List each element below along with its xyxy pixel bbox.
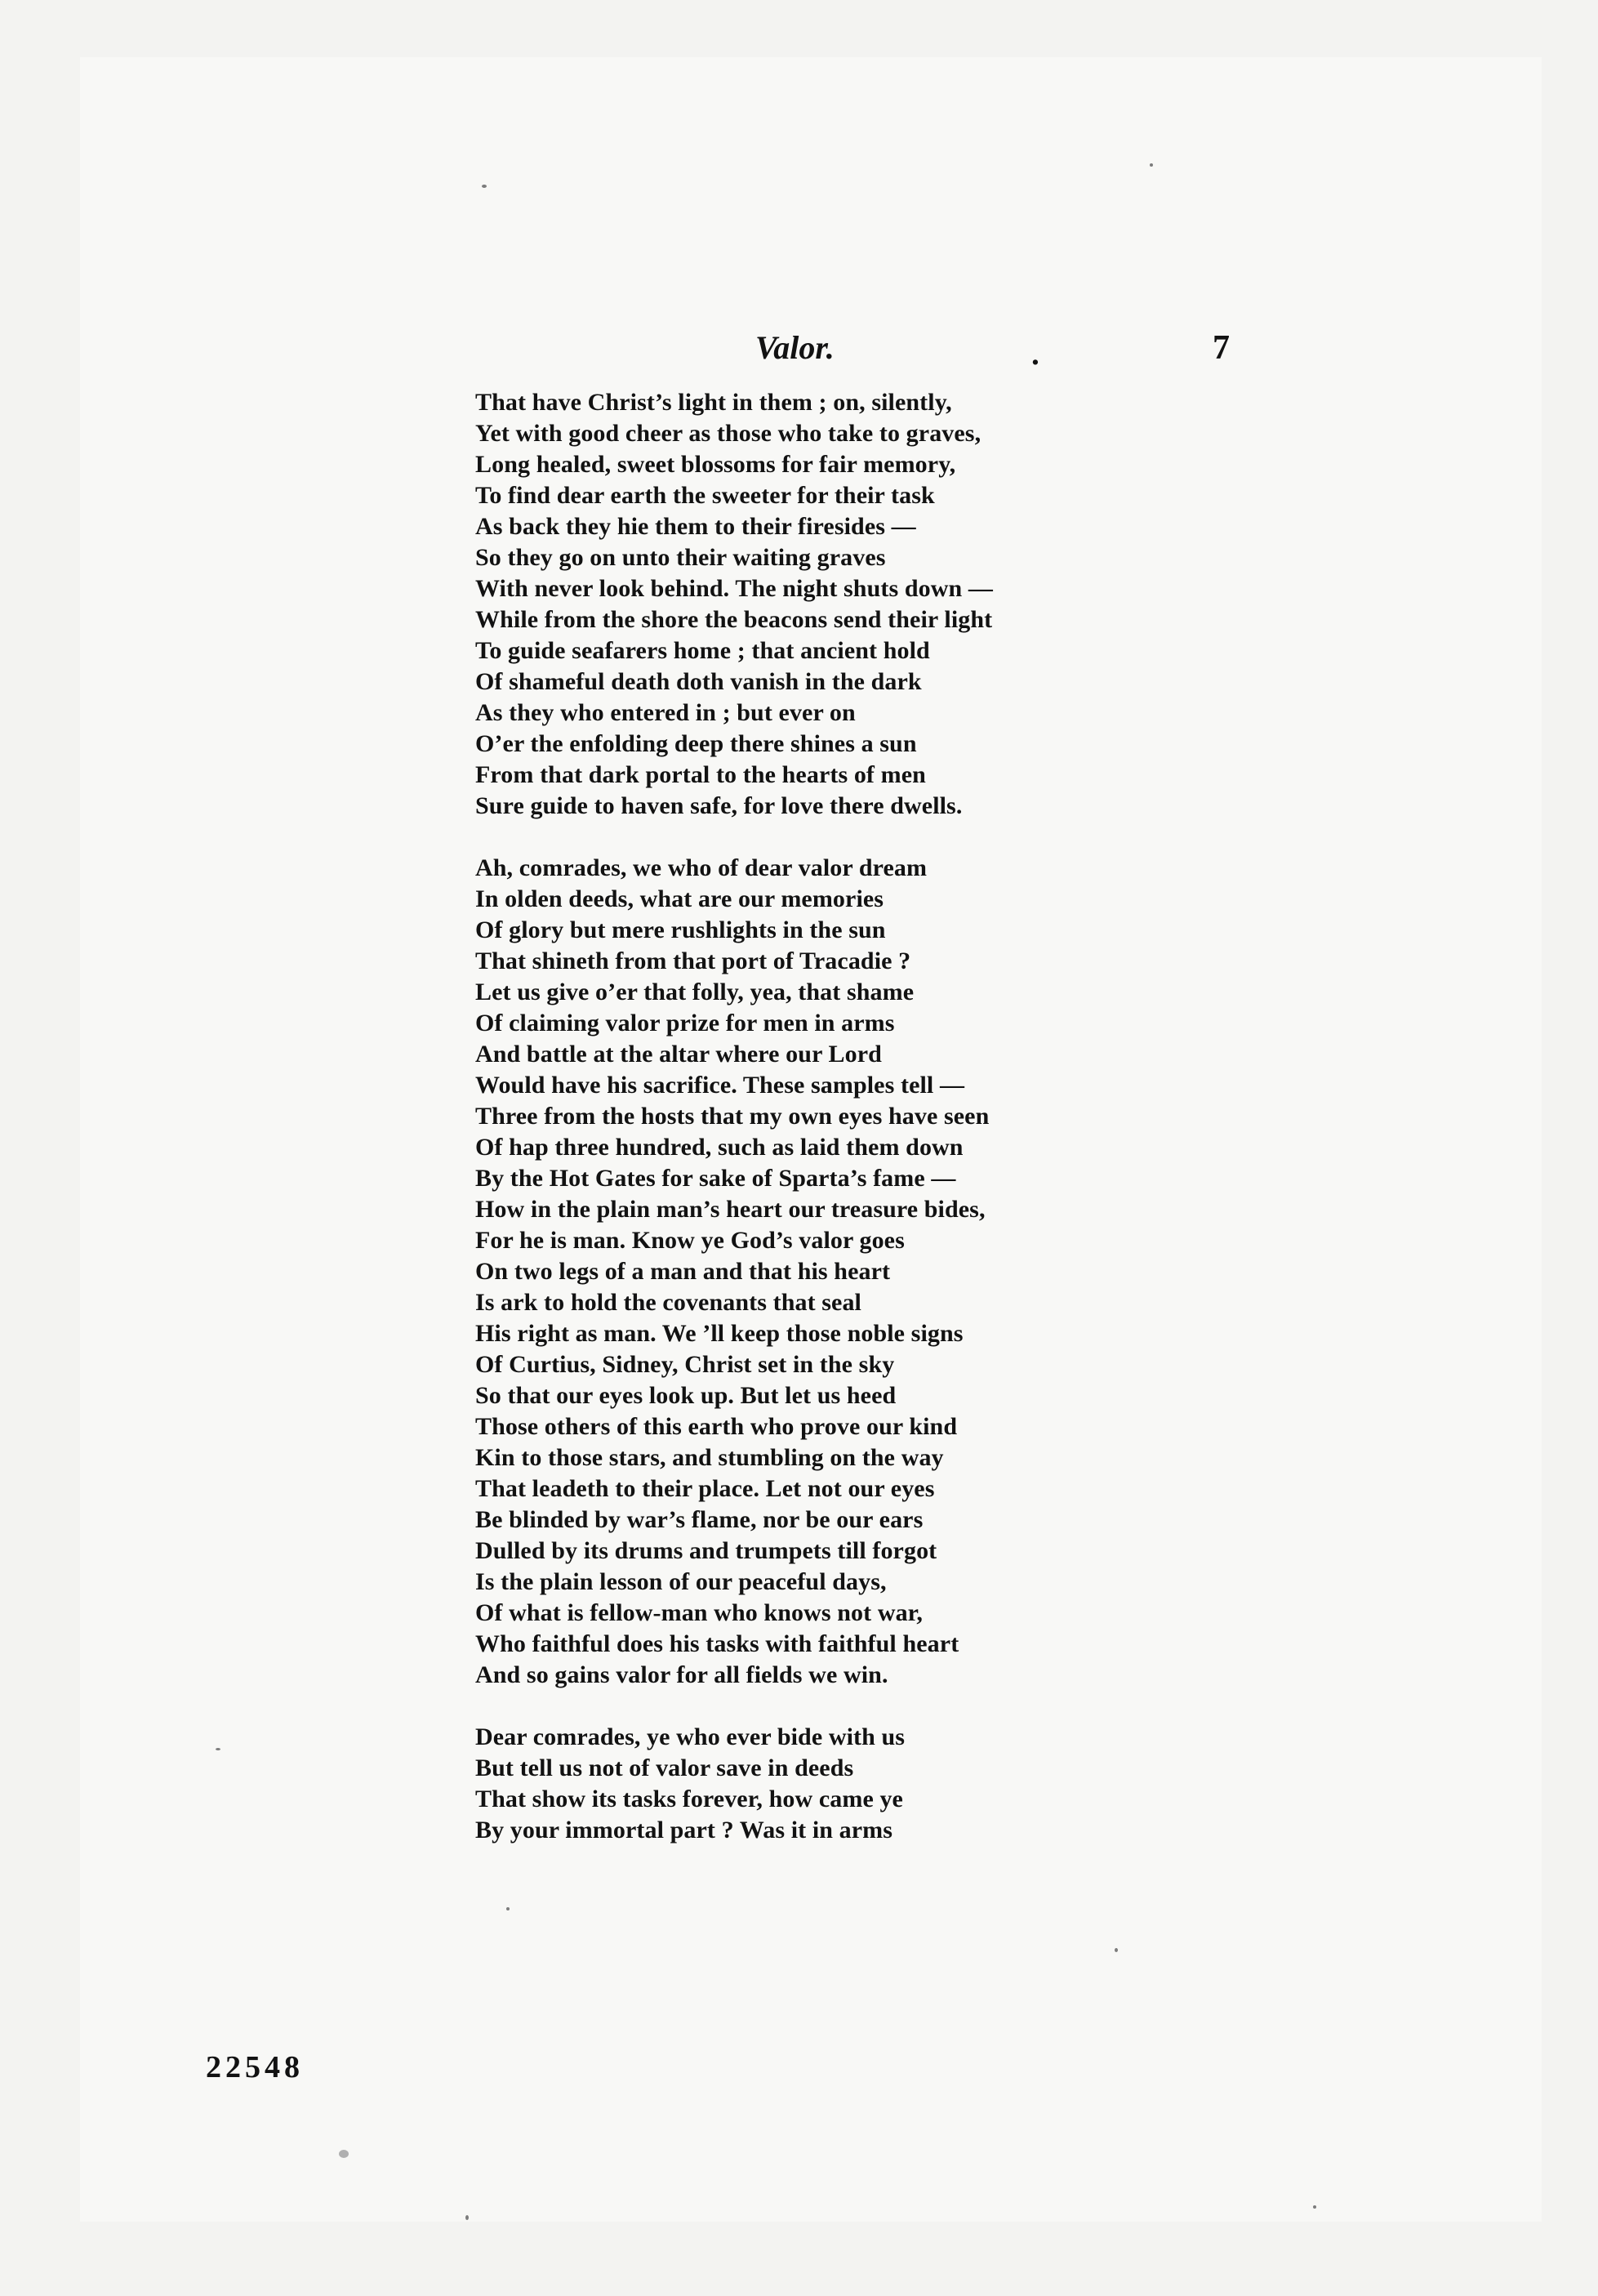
poem-line: By your immortal part ? Was it in arms: [475, 1817, 893, 1843]
poem-line: Of glory but mere rushlights in the sun: [475, 916, 886, 943]
poem-line: While from the shore the beacons send their light: [475, 606, 993, 633]
poem-line: Kin to those stars, and stumbling on the way: [475, 1444, 944, 1471]
poem-line: Would have his sacrifice. These samples tell —: [475, 1072, 965, 1099]
poem-line: From that dark portal to the hearts of men: [475, 761, 926, 788]
poem-line: Three from the hosts that my own eyes have seen: [475, 1103, 990, 1130]
poem-line: Of what is fellow-man who knows not war,: [475, 1599, 923, 1626]
poem-line: With never look behind. The night shuts down —: [475, 575, 993, 602]
poem-line: Ah, comrades, we who of dear valor dream: [475, 854, 928, 881]
scan-speck: [1150, 163, 1153, 167]
poem-line: To find dear earth the sweeter for their task: [475, 482, 935, 509]
poem-line: That shineth from that port of Tracadie ?: [475, 947, 911, 974]
poem-line: Sure guide to haven safe, for love there dwells.: [475, 792, 963, 819]
folio-number: 22548: [206, 2050, 304, 2084]
poem-line: And so gains valor for all fields we win.: [475, 1661, 888, 1688]
poem-line: So that our eyes look up. But let us heed: [475, 1382, 897, 1409]
poem-line: How in the plain man’s heart our treasure bides,: [475, 1196, 986, 1223]
scan-speck: [482, 185, 487, 188]
poem-line: Dulled by its drums and trumpets till forgot: [475, 1537, 937, 1564]
poem-line: That leadeth to their place. Let not our eyes: [475, 1475, 935, 1502]
poem-line: Is the plain lesson of our peaceful days,: [475, 1568, 887, 1595]
poem-line: Of claiming valor prize for men in arms: [475, 1010, 895, 1037]
poem-line: O’er the enfolding deep there shines a sun: [475, 730, 917, 757]
poem-line: Be blinded by war’s flame, nor be our ears: [475, 1506, 924, 1533]
page-number: 7: [1213, 329, 1230, 367]
poem-line: That have Christ’s light in them ; on, silently,: [475, 389, 952, 416]
poem-line: To guide seafarers home ; that ancient hold: [475, 637, 930, 664]
stanza: [475, 387, 1496, 822]
running-head-dot: .: [1030, 339, 1040, 372]
poem-line: Of hap three hundred, such as laid them down: [475, 1134, 964, 1161]
poem-line: By the Hot Gates for sake of Sparta’s fame —: [475, 1165, 956, 1192]
poem-line: Let us give o’er that folly, yea, that shame: [475, 979, 915, 1005]
stanza: [475, 1722, 1496, 1846]
poem-body: [475, 387, 1496, 1877]
poem-line: That show its tasks forever, how came ye: [475, 1786, 903, 1812]
poem-line: For he is man. Know ye God’s valor goes: [475, 1227, 905, 1254]
scan-speck: [1313, 2205, 1316, 2209]
poem-line: In olden deeds, what are our memories: [475, 885, 884, 912]
poem-line: Yet with good cheer as those who take to graves,: [475, 420, 982, 447]
poem-line: But tell us not of valor save in deeds: [475, 1754, 854, 1781]
scan-speck: [339, 2150, 349, 2158]
poem-line: Dear comrades, ye who ever bide with us: [475, 1723, 906, 1750]
running-head-title: Valor.: [755, 329, 835, 366]
poem-line: On two legs of a man and that his heart: [475, 1258, 891, 1285]
poem-line: As back they hie them to their firesides —: [475, 513, 916, 540]
scan-speck: [465, 2215, 469, 2220]
scan-speck: [1115, 1948, 1118, 1952]
poem-line: Of Curtius, Sidney, Christ set in the sky: [475, 1351, 895, 1378]
poem-line: Who faithful does his tasks with faithful heart: [475, 1630, 959, 1657]
poem-line: So they go on unto their waiting graves: [475, 544, 886, 571]
poem-line: Those others of this earth who prove our kind: [475, 1413, 958, 1440]
scan-speck: [506, 1907, 510, 1910]
poem-line: As they who entered in ; but ever on: [475, 699, 856, 726]
poem-line: Long healed, sweet blossoms for fair memory,: [475, 451, 956, 478]
scan-speck: [216, 1748, 220, 1750]
poem-line: His right as man. We ’ll keep those noble signs: [475, 1320, 964, 1347]
poem-line: Of shameful death doth vanish in the dark: [475, 668, 922, 695]
poem-line: Is ark to hold the covenants that seal: [475, 1289, 861, 1316]
poem-line: And battle at the altar where our Lord: [475, 1041, 882, 1068]
stanza: [475, 853, 1496, 1691]
